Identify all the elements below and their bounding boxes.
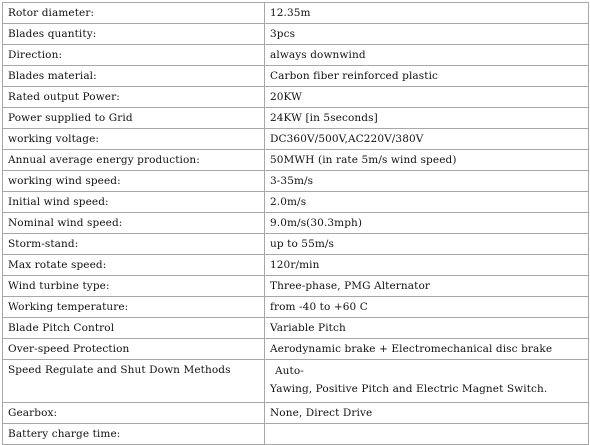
table-row xyxy=(3,66,589,87)
spec-value-line: Auto- xyxy=(275,365,304,377)
spec-value: Variable Pitch xyxy=(265,318,589,339)
table-row xyxy=(3,108,589,129)
table-row xyxy=(3,424,589,445)
spec-value: 50MWH (in rate 5m/s wind speed) xyxy=(265,150,589,171)
spec-value: 9.0m/s(30.3mph) xyxy=(265,213,589,234)
table-row xyxy=(3,276,589,297)
spec-value: up to 55m/s xyxy=(265,234,589,255)
spec-label: Battery charge time: xyxy=(3,424,265,445)
spec-value: Carbon fiber reinforced plastic xyxy=(265,66,589,87)
spec-value: 12.35m xyxy=(265,3,589,24)
table-row xyxy=(3,297,589,318)
spec-value: None, Direct Drive xyxy=(265,403,589,424)
spec-label: Blades material: xyxy=(3,66,265,87)
table-row xyxy=(3,129,589,150)
spec-value: DC360V/500V,AC220V/380V xyxy=(265,129,589,150)
spec-value: 120r/min xyxy=(265,255,589,276)
spec-label: Nominal wind speed: xyxy=(3,213,265,234)
spec-value: 24KW [in 5seconds] xyxy=(265,108,589,129)
table-row xyxy=(3,318,589,339)
table-row xyxy=(3,150,589,171)
table-row xyxy=(3,403,589,424)
spec-value: always downwind xyxy=(265,45,589,66)
spec-label: Speed Regulate and Shut Down Methods xyxy=(3,360,265,403)
spec-label: Blades quantity: xyxy=(3,24,265,45)
spec-label: Blade Pitch Control xyxy=(3,318,265,339)
table-row xyxy=(3,24,589,45)
spec-value: 2.0m/s xyxy=(265,192,589,213)
spec-label: working wind speed: xyxy=(3,171,265,192)
spec-value xyxy=(265,424,589,445)
spec-value: Three-phase, PMG Alternator xyxy=(265,276,589,297)
table-row xyxy=(3,3,589,24)
table-row xyxy=(3,339,589,360)
table-row xyxy=(3,213,589,234)
spec-label: working voltage: xyxy=(3,129,265,150)
specifications-table xyxy=(2,2,589,445)
spec-label: Working temperature: xyxy=(3,297,265,318)
spec-value: from -40 to +60 C xyxy=(265,297,589,318)
spec-label: Power supplied to Grid xyxy=(3,108,265,129)
spec-value: 3-35m/s xyxy=(265,171,589,192)
spec-value: 20KW xyxy=(265,87,589,108)
spec-label: Storm-stand: xyxy=(3,234,265,255)
spec-label: Annual average energy production: xyxy=(3,150,265,171)
spec-label: Direction: xyxy=(3,45,265,66)
table-row xyxy=(3,171,589,192)
table-row xyxy=(3,234,589,255)
spec-label: Gearbox: xyxy=(3,403,265,424)
table-row xyxy=(3,192,589,213)
spec-label: Max rotate speed: xyxy=(3,255,265,276)
spec-value: 3pcs xyxy=(265,24,589,45)
table-row xyxy=(3,87,589,108)
spec-value-line: Yawing, Positive Pitch and Electric Magnet Switch. xyxy=(270,383,548,395)
table-row xyxy=(3,360,589,403)
spec-label: Rated output Power: xyxy=(3,87,265,108)
spec-label: Rotor diameter: xyxy=(3,3,265,24)
spec-value xyxy=(265,360,589,403)
spec-value: Aerodynamic brake + Electromechanical disc brake xyxy=(265,339,589,360)
spec-label: Initial wind speed: xyxy=(3,192,265,213)
spec-label: Wind turbine type: xyxy=(3,276,265,297)
table-row xyxy=(3,45,589,66)
spec-label: Over-speed Protection xyxy=(3,339,265,360)
table-row xyxy=(3,255,589,276)
